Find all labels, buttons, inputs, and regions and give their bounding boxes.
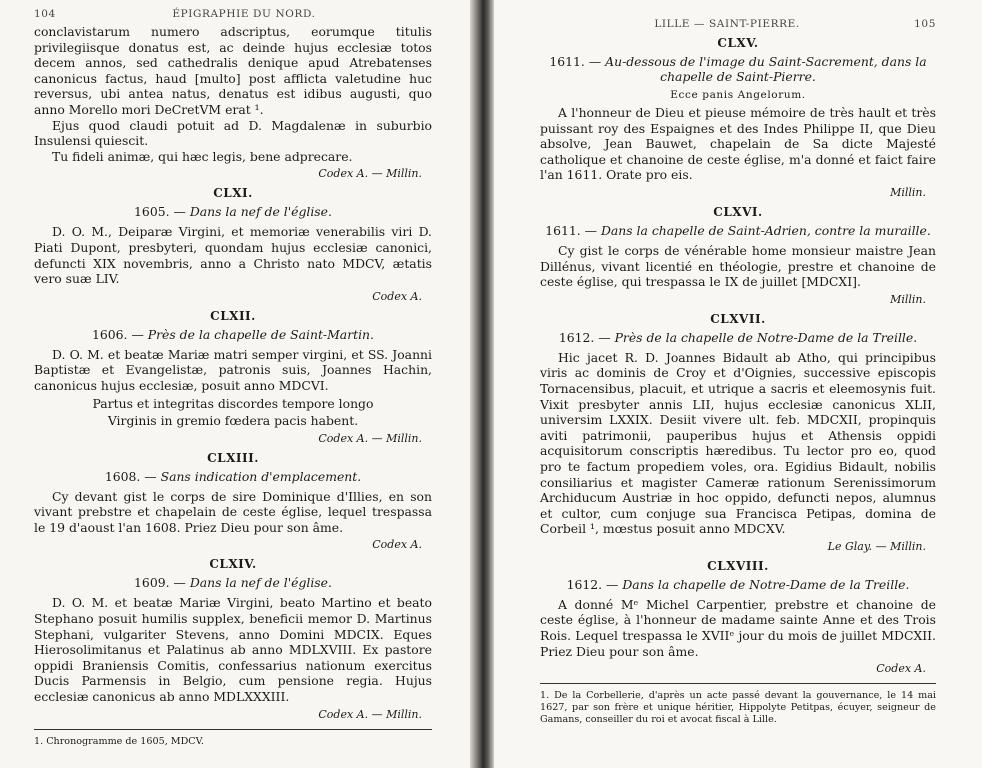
book-gutter xyxy=(470,0,494,768)
entry-verse-line-2: Virginis in gremio fœdera pacis habent. xyxy=(107,413,359,429)
entry-location: Près de la chapelle de Saint-Martin. xyxy=(147,326,374,342)
right-footnote: 1. De la Corbellerie, d'après un acte passé devant la gouvernance, le 14 mai 1627, par son frère et unique héritier, Hippolyte Petitpas, écuyer, seigneur de Gamans, conseiller du roi et avocat fiscal à Lille. xyxy=(540,690,936,726)
left-footnote: 1. Chronogramme de 1605, MDCV. xyxy=(34,735,204,747)
entry-heading: 1611. — Dans la chapelle de Saint-Adrien, contre la muraille. xyxy=(545,222,931,238)
entry-location: Dans la chapelle de Saint-Adrien, contre la muraille. xyxy=(600,222,931,238)
entry-source: Codex A. xyxy=(372,538,422,552)
entry-year: 1608. xyxy=(104,468,141,484)
entry-heading: 1605. — Dans la nef de l'église. xyxy=(134,204,332,220)
entry-year: 1611. xyxy=(545,222,581,238)
entry-year: 1606. xyxy=(92,326,128,342)
entry-heading: 1606. — Près de la chapelle de Saint-Martin. xyxy=(92,326,374,342)
entry-verse-line-1: Partus et integritas discordes tempore longo xyxy=(92,395,374,411)
footnote-rule xyxy=(540,683,936,684)
entry-source: Codex A. xyxy=(876,662,926,676)
entry-source: Codex A. xyxy=(372,289,422,303)
entry-heading: 1611. — Au-dessous de l'image du Saint-Sacrement, dans la chapelle de Saint-Pierre. xyxy=(549,54,927,84)
entry-number: CLXVII. xyxy=(710,311,766,326)
entry-location: Dans la chapelle de Notre-Dame de la Treille. xyxy=(622,576,910,592)
entry-text: Hic jacet R. D. Joannes Bidault ab Atho, qui principibus viris ac dominis de Croy et d'Oignies, successive episcopis Tornacensibus, placuit, et utrique a sacris et eleemosynis fuit. Vixit presbyter annis LII, hujus ecclesiæ canonicus XLII, universim LXXIX. Desiit vivere ult. feb. MDCXII, propinquis aviti patrimonii, pauperibus hujus et Athensis oppidi acquisitorum conscriptis hæredibus. Tu lector pro eo, quod pro te factum propediem voles, ora. Egidius Bidault, nobilis consiliarius et magister Cameræ rationum Serenissimorum Archiducum Austriæ in hoc oppido, defuncti nepos, alumnus et cultor, cum conjuge sua Francisca Petipas, domina de Corbeil ¹, mœstus posuit anno MDCXV. xyxy=(540,349,936,537)
left-running-title: ÉPIGRAPHIE DU NORD. xyxy=(172,8,316,20)
entry-text: D. O. M. et beatæ Mariæ matri semper virgini, et SS. Joanni Baptistæ et Evangelistæ, patronis suis, Joannes Hachin, canonicus hujus ecclesiæ, posuit anno MDCVI. xyxy=(34,346,432,393)
entry-location: Dans la nef de l'église. xyxy=(189,204,332,220)
entry-number: CLXIII. xyxy=(207,450,259,465)
entry-year: 1605. xyxy=(134,204,170,220)
entry-heading: 1612. — Près de la chapelle de Notre-Dame de la Treille. xyxy=(558,329,918,345)
right-page-number: 105 xyxy=(914,18,936,30)
left-page-number: 104 xyxy=(34,8,56,20)
right-running-head xyxy=(540,18,936,30)
entry-text: D. O. M., Deiparæ Virgini, et memoriæ venerabilis viri D. Piati Dupont, presbyteri, quondam hujus ecclesiæ canonici, defuncti XIX novembris, anno a Christo nato MDCV, ætatis vero suæ LIV. xyxy=(34,224,432,287)
intro-paragraph-2: Ejus quod claudi potuit ad D. Magdalenæ in suburbio Insulensi quiescit. xyxy=(34,117,432,149)
entry-source: Codex A. — Millin. xyxy=(318,431,422,445)
entry-number: CLXV. xyxy=(717,36,759,50)
entry-heading: 1612. — Dans la chapelle de Notre-Dame de la Treille. xyxy=(566,576,910,592)
right-page xyxy=(494,0,982,768)
left-page xyxy=(0,0,470,768)
right-running-title: LILLE — SAINT-PIERRE. xyxy=(654,18,800,30)
intro-paragraph-3: Tu fideli animæ, qui hæc legis, bene adprecare. xyxy=(52,148,353,164)
entry-year: 1612. xyxy=(558,329,595,345)
entry-number: CLXII. xyxy=(210,308,256,323)
entry-source: Codex A. — Millin. xyxy=(318,707,422,721)
entry-text: Cy devant gist le corps de sire Dominique d'Illies, en son vivant prebstre et chapelain de ceste église, lequel trespassa le 19 d'aoust l'an 1608. Priez Dieu pour son âme. xyxy=(34,488,432,535)
entry-heading: 1609. — Dans la nef de l'église. xyxy=(134,575,332,591)
entry-location: Sans indication d'emplacement. xyxy=(160,468,362,484)
entry-source: Millin. xyxy=(890,185,926,199)
footnote-rule xyxy=(34,729,432,730)
entry-text: A l'honneur de Dieu et pieuse mémoire de très hault et très puissant roy des Espaignes et des Indes Philippe II, que Dieu absolve, Jean Bauwet, chapelain de Sa dicte Majesté catholique et chanoine de ceste église, m'a donné et faict faire l'an 1611. Orate pro eis. xyxy=(540,105,936,183)
entry-source: Le Glay. — Millin. xyxy=(827,539,926,553)
entry-text: Cy gist le corps de vénérable home monsieur maistre Jean Dillénus, vivant licentié en théologie, prestre et chanoine de ceste église, qui trespassa le IX de juillet [MDCXI]. xyxy=(540,242,936,290)
entry-number: CLXVIII. xyxy=(707,558,769,573)
entry-location: Dans la nef de l'église. xyxy=(189,575,332,591)
entry-year: 1611. xyxy=(549,54,585,69)
entry-caption: Ecce panis Angelorum. xyxy=(670,89,806,101)
entry-year: 1609. xyxy=(134,575,170,591)
entry-number: CLXI. xyxy=(213,186,253,201)
entry-location: Au-dessous de l'image du Saint-Sacrement, dans la chapelle de Saint-Pierre. xyxy=(605,54,927,84)
entry-number: CLXVI. xyxy=(713,204,763,219)
entry-location: Près de la chapelle de Notre-Dame de la Treille. xyxy=(614,329,918,345)
intro-paragraph-1: conclavistarum numero adscriptus, eorumque titulis privilegiisque donatus est, ac deinde hujus ecclesiæ totos decem annos, sed cathedralis denique apud Atrebatenses canonicus factus, haud [multo] post afflicta valetudine huc reversus, ubi antea natus, denatus est idibus augusti, quo anno Morello mori DeCretVM erat ¹. xyxy=(34,24,432,117)
entry-text: A donné Mᵉ Michel Carpentier, prebstre et chanoine de ceste église, à l'honneur de madame sainte Anne et des Trois Rois. Lequel trespassa le XVIIᵉ jour du mois de juillet MDCXII. Priez Dieu pour son âme. xyxy=(540,596,936,659)
entry-text: D. O. M. et beatæ Mariæ Virgini, beato Martino et beato Stephano posuit humilis supplex, beneficii memor D. Martinus Stephani, vulgariter Stevens, anno Domini MDCIX. Eques Hierosolimitanus et Palatinus ab anno MDLXVIII. Ex pastore oppidi Braniensis Comitis, confessarius nationum exercitus Ducis Parmensis in Belgio, cum pensione regia. Hujus ecclesiæ canonicus ab anno MDLXXXIII. xyxy=(34,595,432,705)
entry-year: 1612. xyxy=(566,576,603,592)
intro-source: Codex A. — Millin. xyxy=(318,167,422,181)
left-running-head xyxy=(34,8,432,20)
entry-source: Millin. xyxy=(890,292,926,306)
entry-number: CLXIV. xyxy=(209,557,257,572)
entry-heading: 1608. — Sans indication d'emplacement. xyxy=(104,468,362,484)
